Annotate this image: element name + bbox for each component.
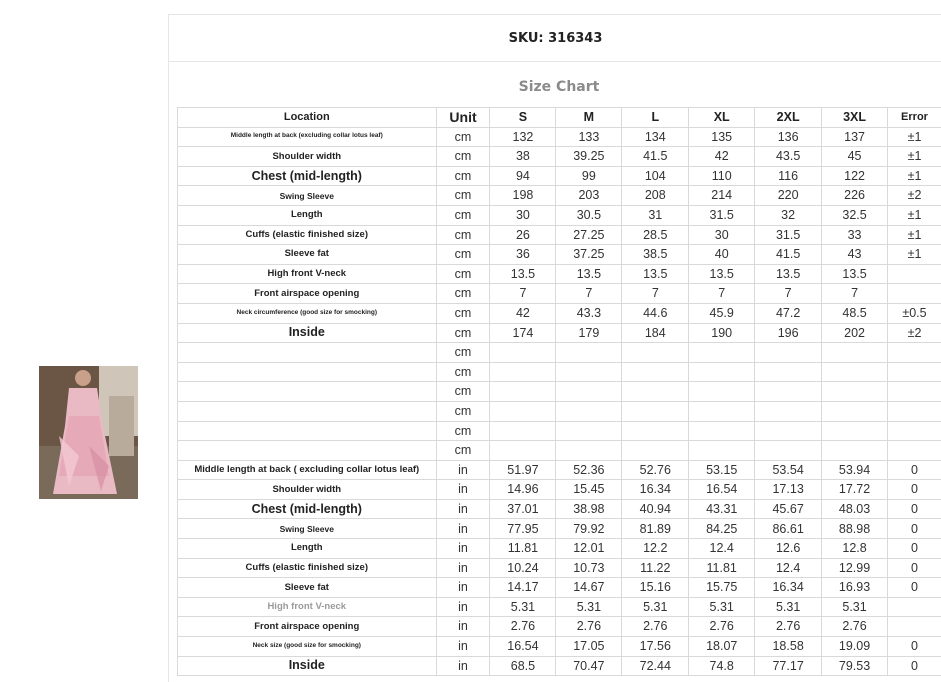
error-cell xyxy=(888,421,941,441)
unit-cell: cm xyxy=(436,186,490,206)
size-value-cell: 220 xyxy=(755,186,822,206)
table-row xyxy=(178,401,941,421)
size-value-cell xyxy=(556,362,622,382)
size-value-cell xyxy=(490,343,556,363)
size-value-cell: 13.5 xyxy=(490,264,556,284)
size-value-cell: 116 xyxy=(755,166,822,186)
sku-label: SKU: 316343 xyxy=(169,15,941,62)
size-value-cell: 184 xyxy=(622,323,689,343)
size-value-cell: 196 xyxy=(755,323,822,343)
size-value-cell xyxy=(556,421,622,441)
size-value-cell: 202 xyxy=(822,323,888,343)
unit-cell: in xyxy=(436,578,490,598)
size-value-cell: 7 xyxy=(822,284,888,304)
size-value-cell: 30 xyxy=(490,205,556,225)
size-value-cell: 14.67 xyxy=(556,578,622,598)
unit-cell: cm xyxy=(436,323,490,343)
error-cell: ±1 xyxy=(888,127,941,147)
size-value-cell xyxy=(755,382,822,402)
size-value-cell xyxy=(755,441,822,461)
location-cell xyxy=(178,382,437,402)
size-value-cell: 5.31 xyxy=(755,597,822,617)
size-value-cell: 214 xyxy=(689,186,755,206)
size-value-cell xyxy=(556,343,622,363)
table-row xyxy=(178,362,941,382)
size-value-cell: 37.25 xyxy=(556,245,622,265)
table-row xyxy=(178,323,941,343)
size-value-cell: 226 xyxy=(822,186,888,206)
size-value-cell xyxy=(622,343,689,363)
table-row xyxy=(178,127,941,147)
size-value-cell: 7 xyxy=(755,284,822,304)
size-value-cell: 43.5 xyxy=(755,147,822,167)
size-value-cell: 13.5 xyxy=(689,264,755,284)
table-row xyxy=(178,460,941,480)
location-cell: High front V-neck xyxy=(178,264,437,284)
size-value-cell: 81.89 xyxy=(622,519,689,539)
location-cell: Sleeve fat xyxy=(178,578,437,598)
size-value-cell: 16.93 xyxy=(822,578,888,598)
unit-cell: cm xyxy=(436,264,490,284)
size-value-cell: 2.76 xyxy=(556,617,622,637)
size-value-cell: 12.01 xyxy=(556,539,622,559)
size-value-cell: 208 xyxy=(622,186,689,206)
unit-cell: cm xyxy=(436,166,490,186)
unit-cell: cm xyxy=(436,343,490,363)
size-value-cell: 12.4 xyxy=(689,539,755,559)
table-row xyxy=(178,637,941,657)
size-value-cell: 27.25 xyxy=(556,225,622,245)
size-value-cell: 41.5 xyxy=(622,147,689,167)
error-cell: ±0.5 xyxy=(888,303,941,323)
table-row xyxy=(178,303,941,323)
unit-cell: in xyxy=(436,558,490,578)
size-value-cell xyxy=(822,401,888,421)
size-value-cell: 122 xyxy=(822,166,888,186)
size-value-cell: 12.8 xyxy=(822,539,888,559)
size-value-cell: 15.45 xyxy=(556,480,622,500)
location-cell: Chest (mid-length) xyxy=(178,166,437,186)
unit-cell: cm xyxy=(436,441,490,461)
size-value-cell: 31.5 xyxy=(755,225,822,245)
size-value-cell: 16.34 xyxy=(622,480,689,500)
size-value-cell: 19.09 xyxy=(822,637,888,657)
unit-cell: cm xyxy=(436,401,490,421)
size-value-cell: 7 xyxy=(622,284,689,304)
size-value-cell: 2.76 xyxy=(689,617,755,637)
size-value-cell xyxy=(822,441,888,461)
error-cell: 0 xyxy=(888,519,941,539)
size-value-cell: 45.9 xyxy=(689,303,755,323)
size-value-cell: 137 xyxy=(822,127,888,147)
error-cell xyxy=(888,382,941,402)
size-value-cell: 30 xyxy=(689,225,755,245)
size-value-cell: 86.61 xyxy=(755,519,822,539)
size-value-cell: 70.47 xyxy=(556,656,622,676)
error-cell: 0 xyxy=(888,656,941,676)
table-row xyxy=(178,225,941,245)
size-value-cell: 5.31 xyxy=(689,597,755,617)
error-cell: ±2 xyxy=(888,186,941,206)
unit-cell: in xyxy=(436,656,490,676)
size-value-cell: 13.5 xyxy=(622,264,689,284)
error-cell xyxy=(888,264,941,284)
location-cell: Middle length at back (excluding collar lotus leaf) xyxy=(178,127,437,147)
size-value-cell xyxy=(622,362,689,382)
col-header-l: L xyxy=(622,108,689,128)
size-value-cell: 7 xyxy=(689,284,755,304)
size-chart-panel xyxy=(168,14,941,682)
size-value-cell: 7 xyxy=(490,284,556,304)
size-value-cell: 52.36 xyxy=(556,460,622,480)
table-row xyxy=(178,245,941,265)
size-value-cell: 17.13 xyxy=(755,480,822,500)
error-cell: 0 xyxy=(888,499,941,519)
location-cell: Front airspace opening xyxy=(178,617,437,637)
size-value-cell: 47.2 xyxy=(755,303,822,323)
size-value-cell: 5.31 xyxy=(822,597,888,617)
size-value-cell: 2.76 xyxy=(490,617,556,637)
error-cell: ±1 xyxy=(888,166,941,186)
error-cell: 0 xyxy=(888,637,941,657)
size-value-cell xyxy=(755,362,822,382)
size-value-cell xyxy=(822,382,888,402)
size-value-cell: 51.97 xyxy=(490,460,556,480)
unit-cell: in xyxy=(436,460,490,480)
size-value-cell: 174 xyxy=(490,323,556,343)
size-value-cell: 28.5 xyxy=(622,225,689,245)
size-value-cell: 13.5 xyxy=(755,264,822,284)
size-value-cell: 15.75 xyxy=(689,578,755,598)
col-header-2xl: 2XL xyxy=(755,108,822,128)
location-cell: Middle length at back ( excluding collar lotus leaf) xyxy=(178,460,437,480)
size-value-cell: 31 xyxy=(622,205,689,225)
error-cell xyxy=(888,401,941,421)
size-value-cell: 99 xyxy=(556,166,622,186)
size-value-cell: 37.01 xyxy=(490,499,556,519)
size-value-cell xyxy=(689,343,755,363)
size-value-cell: 132 xyxy=(490,127,556,147)
size-value-cell: 16.34 xyxy=(755,578,822,598)
size-value-cell: 33 xyxy=(822,225,888,245)
col-header-3xl: 3XL xyxy=(822,108,888,128)
col-header-error: Error xyxy=(888,108,941,128)
unit-cell: in xyxy=(436,499,490,519)
size-value-cell: 2.76 xyxy=(755,617,822,637)
table-row xyxy=(178,284,941,304)
size-value-cell: 48.5 xyxy=(822,303,888,323)
unit-cell: in xyxy=(436,480,490,500)
size-chart-table xyxy=(177,107,941,676)
error-cell: ±1 xyxy=(888,245,941,265)
error-cell xyxy=(888,441,941,461)
size-value-cell: 42 xyxy=(689,147,755,167)
location-cell xyxy=(178,362,437,382)
size-value-cell: 84.25 xyxy=(689,519,755,539)
col-header-s: S xyxy=(490,108,556,128)
location-cell: Front airspace opening xyxy=(178,284,437,304)
error-cell: ±1 xyxy=(888,147,941,167)
error-cell: 0 xyxy=(888,558,941,578)
unit-cell: cm xyxy=(436,382,490,402)
size-value-cell: 13.5 xyxy=(822,264,888,284)
size-value-cell: 11.22 xyxy=(622,558,689,578)
size-value-cell: 42 xyxy=(490,303,556,323)
size-value-cell xyxy=(622,401,689,421)
size-value-cell: 17.72 xyxy=(822,480,888,500)
size-value-cell xyxy=(822,421,888,441)
unit-cell: cm xyxy=(436,245,490,265)
size-value-cell xyxy=(556,401,622,421)
table-row xyxy=(178,480,941,500)
table-row xyxy=(178,382,941,402)
size-value-cell xyxy=(755,343,822,363)
table-row xyxy=(178,343,941,363)
location-cell: Cuffs (elastic finished size) xyxy=(178,225,437,245)
size-value-cell: 12.2 xyxy=(622,539,689,559)
error-cell: 0 xyxy=(888,460,941,480)
size-value-cell: 15.16 xyxy=(622,578,689,598)
size-value-cell xyxy=(689,441,755,461)
table-row xyxy=(178,539,941,559)
table-header-row xyxy=(178,108,941,128)
size-value-cell: 110 xyxy=(689,166,755,186)
size-value-cell: 53.15 xyxy=(689,460,755,480)
size-value-cell: 68.5 xyxy=(490,656,556,676)
location-cell: High front V-neck xyxy=(178,597,437,617)
size-value-cell: 5.31 xyxy=(622,597,689,617)
size-value-cell: 32.5 xyxy=(822,205,888,225)
size-value-cell: 16.54 xyxy=(490,637,556,657)
size-value-cell: 12.4 xyxy=(755,558,822,578)
size-value-cell: 18.58 xyxy=(755,637,822,657)
size-value-cell: 53.54 xyxy=(755,460,822,480)
size-value-cell: 17.05 xyxy=(556,637,622,657)
size-value-cell: 10.73 xyxy=(556,558,622,578)
size-value-cell: 14.96 xyxy=(490,480,556,500)
size-value-cell: 31.5 xyxy=(689,205,755,225)
unit-cell: cm xyxy=(436,284,490,304)
size-value-cell: 52.76 xyxy=(622,460,689,480)
dress-photo-image xyxy=(39,366,138,499)
location-cell: Shoulder width xyxy=(178,480,437,500)
error-cell: 0 xyxy=(888,578,941,598)
unit-cell: in xyxy=(436,539,490,559)
size-value-cell: 72.44 xyxy=(622,656,689,676)
size-value-cell xyxy=(689,362,755,382)
size-value-cell: 26 xyxy=(490,225,556,245)
location-cell: Chest (mid-length) xyxy=(178,499,437,519)
size-value-cell: 13.5 xyxy=(556,264,622,284)
size-chart-title: Size Chart xyxy=(169,79,941,95)
location-cell: Length xyxy=(178,205,437,225)
error-cell xyxy=(888,362,941,382)
table-row xyxy=(178,558,941,578)
size-value-cell: 203 xyxy=(556,186,622,206)
size-value-cell: 41.5 xyxy=(755,245,822,265)
unit-cell: cm xyxy=(436,362,490,382)
size-value-cell: 40.94 xyxy=(622,499,689,519)
size-value-cell xyxy=(556,382,622,402)
location-cell: Neck circumference (good size for smocking) xyxy=(178,303,437,323)
location-cell: Neck size (good size for smocking) xyxy=(178,637,437,657)
error-cell: 0 xyxy=(888,480,941,500)
unit-cell: in xyxy=(436,519,490,539)
table-row xyxy=(178,519,941,539)
size-value-cell: 53.94 xyxy=(822,460,888,480)
size-value-cell: 94 xyxy=(490,166,556,186)
error-cell: ±2 xyxy=(888,323,941,343)
error-cell xyxy=(888,617,941,637)
error-cell: ±1 xyxy=(888,225,941,245)
size-value-cell: 44.6 xyxy=(622,303,689,323)
table-row xyxy=(178,617,941,637)
unit-cell: in xyxy=(436,597,490,617)
size-value-cell: 38.98 xyxy=(556,499,622,519)
size-value-cell: 5.31 xyxy=(556,597,622,617)
size-value-cell: 134 xyxy=(622,127,689,147)
location-cell: Swing Sleeve xyxy=(178,519,437,539)
col-header-xl: XL xyxy=(689,108,755,128)
size-value-cell: 43.31 xyxy=(689,499,755,519)
size-value-cell xyxy=(755,421,822,441)
size-value-cell: 38.5 xyxy=(622,245,689,265)
error-cell: 0 xyxy=(888,539,941,559)
size-value-cell: 77.95 xyxy=(490,519,556,539)
location-cell xyxy=(178,441,437,461)
size-value-cell: 14.17 xyxy=(490,578,556,598)
location-cell: Swing Sleeve xyxy=(178,186,437,206)
size-value-cell: 198 xyxy=(490,186,556,206)
size-value-cell: 5.31 xyxy=(490,597,556,617)
location-cell: Length xyxy=(178,539,437,559)
size-value-cell: 2.76 xyxy=(622,617,689,637)
location-cell: Cuffs (elastic finished size) xyxy=(178,558,437,578)
col-header-location: Location xyxy=(178,108,437,128)
size-value-cell: 133 xyxy=(556,127,622,147)
size-value-cell: 10.24 xyxy=(490,558,556,578)
size-value-cell xyxy=(556,441,622,461)
unit-cell: cm xyxy=(436,205,490,225)
unit-cell: cm xyxy=(436,421,490,441)
size-value-cell: 38 xyxy=(490,147,556,167)
unit-cell: in xyxy=(436,617,490,637)
error-cell: ±1 xyxy=(888,205,941,225)
table-row xyxy=(178,186,941,206)
size-value-cell: 39.25 xyxy=(556,147,622,167)
location-cell xyxy=(178,421,437,441)
size-value-cell: 17.56 xyxy=(622,637,689,657)
size-value-cell: 79.92 xyxy=(556,519,622,539)
size-value-cell xyxy=(490,441,556,461)
size-value-cell: 88.98 xyxy=(822,519,888,539)
size-value-cell xyxy=(622,382,689,402)
table-row xyxy=(178,147,941,167)
size-value-cell: 136 xyxy=(755,127,822,147)
size-value-cell xyxy=(490,382,556,402)
size-value-cell xyxy=(755,401,822,421)
size-value-cell xyxy=(689,401,755,421)
size-value-cell: 77.17 xyxy=(755,656,822,676)
size-value-cell: 12.99 xyxy=(822,558,888,578)
size-value-cell: 12.6 xyxy=(755,539,822,559)
size-value-cell: 32 xyxy=(755,205,822,225)
col-header-unit: Unit xyxy=(436,108,490,128)
size-value-cell xyxy=(822,343,888,363)
location-cell xyxy=(178,401,437,421)
size-value-cell: 135 xyxy=(689,127,755,147)
table-row xyxy=(178,578,941,598)
location-cell xyxy=(178,343,437,363)
table-row xyxy=(178,499,941,519)
unit-cell: cm xyxy=(436,147,490,167)
size-value-cell: 79.53 xyxy=(822,656,888,676)
error-cell xyxy=(888,597,941,617)
size-value-cell: 7 xyxy=(556,284,622,304)
size-value-cell: 104 xyxy=(622,166,689,186)
table-row xyxy=(178,656,941,676)
size-value-cell: 30.5 xyxy=(556,205,622,225)
size-value-cell: 40 xyxy=(689,245,755,265)
error-cell xyxy=(888,343,941,363)
size-value-cell: 45 xyxy=(822,147,888,167)
size-value-cell: 190 xyxy=(689,323,755,343)
size-value-cell xyxy=(490,421,556,441)
size-value-cell xyxy=(490,362,556,382)
unit-cell: in xyxy=(436,637,490,657)
size-value-cell xyxy=(622,441,689,461)
unit-cell: cm xyxy=(436,303,490,323)
size-value-cell: 16.54 xyxy=(689,480,755,500)
size-value-cell: 74.8 xyxy=(689,656,755,676)
size-value-cell xyxy=(822,362,888,382)
location-cell: Shoulder width xyxy=(178,147,437,167)
location-cell: Inside xyxy=(178,323,437,343)
size-value-cell xyxy=(689,421,755,441)
unit-cell: cm xyxy=(436,127,490,147)
size-value-cell: 11.81 xyxy=(490,539,556,559)
table-row xyxy=(178,421,941,441)
size-value-cell: 43.3 xyxy=(556,303,622,323)
size-value-cell xyxy=(490,401,556,421)
error-cell xyxy=(888,284,941,304)
unit-cell: cm xyxy=(436,225,490,245)
size-value-cell: 45.67 xyxy=(755,499,822,519)
size-value-cell: 18.07 xyxy=(689,637,755,657)
size-value-cell: 2.76 xyxy=(822,617,888,637)
table-row xyxy=(178,205,941,225)
product-thumbnail[interactable] xyxy=(39,366,138,499)
size-value-cell: 43 xyxy=(822,245,888,265)
location-cell: Inside xyxy=(178,656,437,676)
size-value-cell xyxy=(622,421,689,441)
table-row xyxy=(178,597,941,617)
table-row xyxy=(178,441,941,461)
size-value-cell: 11.81 xyxy=(689,558,755,578)
size-value-cell: 179 xyxy=(556,323,622,343)
size-value-cell: 48.03 xyxy=(822,499,888,519)
table-row xyxy=(178,166,941,186)
col-header-m: M xyxy=(556,108,622,128)
location-cell: Sleeve fat xyxy=(178,245,437,265)
size-value-cell: 36 xyxy=(490,245,556,265)
table-row xyxy=(178,264,941,284)
size-value-cell xyxy=(689,382,755,402)
